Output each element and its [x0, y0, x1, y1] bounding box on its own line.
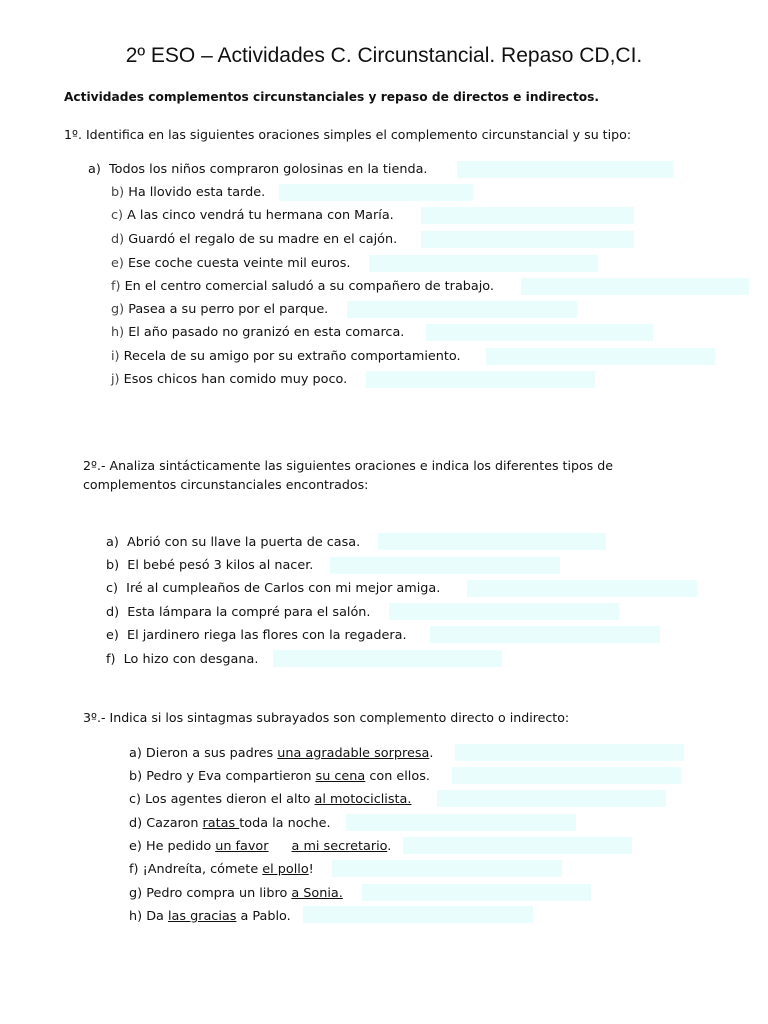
item-marker: i) [111, 349, 120, 364]
item-pre: Cazaron [146, 816, 203, 831]
s1-item-d [111, 231, 397, 249]
s3-item-d [129, 815, 331, 833]
s3-item-e [129, 838, 391, 856]
underlined-phrase: al motociclista. [314, 792, 412, 807]
answer-field-1g[interactable] [347, 301, 577, 318]
underlined-phrase-2: a mi secretario [291, 839, 388, 854]
answer-field-3g[interactable] [362, 884, 591, 901]
s1-item-i [111, 348, 461, 366]
item-text: El bebé pesó 3 kilos al nacer. [127, 558, 314, 573]
item-text: Ese coche cuesta veinte mil euros. [127, 256, 351, 271]
section1-heading: 1º. Identifica en las siguientes oraciones simples el complemento circunstancial y su tipo: [64, 127, 632, 142]
item-text: Guardó el regalo de su madre en el cajón. [128, 232, 398, 247]
item-text: El jardinero riega las flores con la regadera. [127, 628, 407, 643]
item-marker: f) [111, 279, 121, 294]
item-text: Iré al cumpleaños de Carlos con mi mejor amiga. [126, 581, 441, 596]
s1-item-e [111, 255, 350, 273]
item-marker: f) [129, 862, 139, 877]
s3-item-h [129, 908, 291, 926]
page-title: 2º ESO – Actividades C. Circunstancial. Repaso CD,CI. [125, 44, 643, 67]
answer-field-2c[interactable] [467, 580, 697, 597]
answer-field-3f[interactable] [332, 860, 562, 877]
answer-field-1c[interactable] [421, 207, 634, 224]
item-pre: Pedro compra un libro [146, 886, 292, 901]
item-post: . [429, 746, 434, 761]
answer-field-2b[interactable] [330, 557, 560, 574]
answer-field-1h[interactable] [426, 324, 653, 341]
item-marker: f) [106, 652, 116, 667]
underlined-phrase: ratas [202, 816, 240, 831]
item-text: A las cinco vendrá tu hermana con María. [127, 208, 394, 223]
page-subtitle: Actividades complementos circunstanciales y repaso de directos e indirectos. [64, 90, 600, 104]
answer-field-3c[interactable] [437, 790, 666, 807]
answer-field-1b[interactable] [279, 184, 473, 201]
item-text: Recela de su amigo por su extraño comportamiento. [123, 349, 461, 364]
item-text: Esta lámpara la compré para el salón. [127, 605, 371, 620]
answer-field-1d[interactable] [421, 231, 634, 248]
s2-item-f [106, 651, 258, 669]
item-marker: c) [111, 208, 124, 223]
item-text: Ha llovido esta tarde. [128, 185, 266, 200]
item-marker: j) [111, 372, 120, 387]
s1-item-j [111, 371, 347, 389]
section2-heading: 2º.- Analiza sintácticamente las siguientes oraciones e indica los diferentes tipos de complementos circunstanciales encontrados: [83, 458, 613, 492]
item-marker: d) [111, 232, 125, 247]
s1-item-h [111, 324, 404, 342]
item-marker: h) [129, 909, 143, 924]
item-pre: Los agentes dieron el alto [145, 792, 315, 807]
s2-item-d [106, 604, 371, 622]
answer-field-1f[interactable] [521, 278, 749, 295]
item-post: . [387, 839, 392, 854]
item-marker: d) [129, 816, 143, 831]
item-marker: c) [129, 792, 142, 807]
underlined-phrase: el pollo [262, 862, 309, 877]
answer-field-2e[interactable] [430, 626, 660, 643]
item-marker: d) [106, 605, 120, 620]
item-marker: a) [106, 535, 119, 550]
item-marker: b) [106, 558, 120, 573]
item-text: Esos chicos han comido muy poco. [123, 372, 348, 387]
answer-field-3a[interactable] [455, 744, 684, 761]
item-marker: a) [88, 162, 101, 177]
s1-item-c [111, 207, 394, 225]
item-post: con ellos. [365, 769, 430, 784]
underlined-phrase: una agradable sorpresa [277, 746, 430, 761]
item-marker: h) [111, 325, 125, 340]
s2-item-c [106, 580, 440, 598]
item-text: Abrió con su llave la puerta de casa. [126, 535, 361, 550]
s3-item-c [129, 791, 411, 809]
item-marker: c) [106, 581, 119, 596]
underlined-phrase: a Sonia. [291, 886, 343, 901]
answer-field-3b[interactable] [452, 767, 681, 784]
s1-item-g [111, 301, 328, 319]
item-pre: ¡Andreíta, cómete [142, 862, 263, 877]
s1-item-a [88, 161, 428, 179]
s3-item-b [129, 768, 430, 786]
section3-heading: 3º.- Indica si los sintagmas subrayados son complemento directo o indirecto: [83, 710, 570, 725]
answer-field-3h[interactable] [303, 906, 533, 923]
item-pre: He pedido [145, 839, 216, 854]
underlined-phrase: un favor [215, 839, 269, 854]
underlined-phrase: las gracias [167, 909, 237, 924]
s3-item-g [129, 885, 343, 903]
s3-item-f [129, 861, 314, 879]
item-marker: b) [129, 769, 143, 784]
item-pre: Pedro y Eva compartieron [146, 769, 316, 784]
item-post: toda la noche. [239, 816, 331, 831]
item-text: En el centro comercial saludó a su compañero de trabajo. [124, 279, 494, 294]
s2-item-a [106, 534, 360, 552]
s1-item-f [111, 278, 494, 296]
item-post: a Pablo. [236, 909, 291, 924]
item-marker: a) [129, 746, 142, 761]
s1-item-b [111, 184, 265, 202]
s3-item-a [129, 745, 433, 763]
answer-field-2d[interactable] [389, 603, 619, 620]
s2-item-e [106, 627, 407, 645]
answer-field-2a[interactable] [378, 533, 606, 550]
item-marker: e) [106, 628, 119, 643]
answer-field-1i[interactable] [486, 348, 715, 365]
item-marker: e) [129, 839, 142, 854]
item-text: Lo hizo con desgana. [123, 652, 259, 667]
s2-item-b [106, 557, 313, 575]
answer-field-2f[interactable] [273, 650, 502, 667]
item-text: Todos los niños compraron golosinas en la tienda. [108, 162, 428, 177]
item-marker: e) [111, 256, 124, 271]
item-pre: Da [146, 909, 168, 924]
item-marker: b) [111, 185, 125, 200]
item-pre: Dieron a sus padres [145, 746, 278, 761]
item-post: ! [308, 862, 314, 877]
answer-field-1a[interactable] [457, 161, 673, 178]
underlined-phrase: su cena [315, 769, 366, 784]
answer-field-1e[interactable] [369, 255, 598, 272]
answer-field-3e[interactable] [403, 837, 632, 854]
item-marker: g) [129, 886, 143, 901]
answer-field-3d[interactable] [346, 814, 576, 831]
item-marker: g) [111, 302, 125, 317]
item-text: Pasea a su perro por el parque. [128, 302, 329, 317]
answer-field-1j[interactable] [366, 371, 595, 388]
item-text: El año pasado no granizó en esta comarca. [128, 325, 405, 340]
